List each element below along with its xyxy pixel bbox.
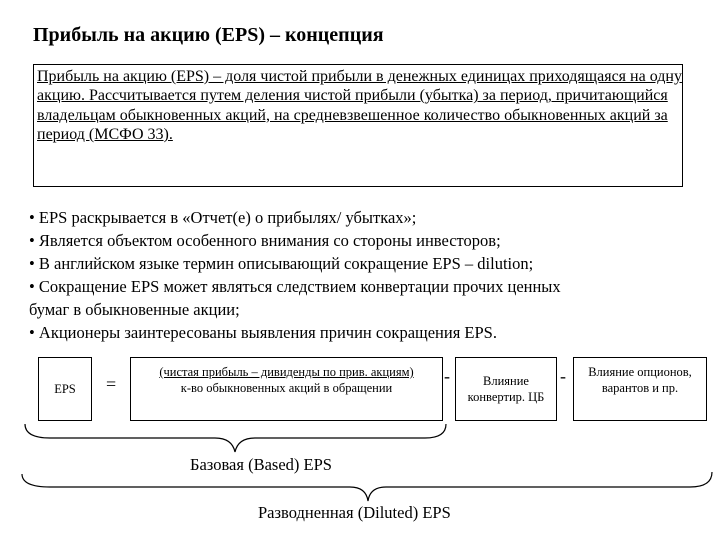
convertible-effect-text: Влияние конвертир. ЦБ — [467, 374, 545, 404]
diluted-brace — [22, 472, 712, 501]
minus-sign-2: - — [560, 366, 566, 386]
bullet-item: • EPS раскрывается в «Отчет(е) о прибылях/ убытках»; — [29, 208, 417, 227]
options-effect-text: Влияние опционов, варантов и пр. — [588, 365, 692, 395]
based-eps-label: Базовая (Based) EPS — [190, 455, 332, 474]
minus-sign-1: - — [444, 366, 450, 386]
formula-denominator: к-во обыкновенных акций в обращении — [180, 381, 393, 395]
bullet-item: • Акционеры заинтересованы выявления причин сокращения EPS. — [29, 323, 497, 342]
bullet-item: бумаг в обыкновенные акции; — [29, 300, 240, 319]
equals-sign: = — [106, 374, 117, 394]
based-brace — [25, 424, 446, 452]
diluted-eps-label: Разводненная (Diluted) EPS — [258, 503, 451, 522]
slide-title: Прибыль на акцию (EPS) – концепция — [33, 24, 384, 46]
definition-text: Прибыль на акцию (EPS) – доля чистой прибыли в денежных единицах приходящаяся на одну акцию. Рассчитывается путем деления чистой прибыли (убытка) за период, причитающийся владельцам обыкновенных акций, на средневзвешенное количество обыкновенных акций за период (МСФО 33). — [37, 68, 682, 143]
bullet-item: • Сокращение EPS может являться следствием конвертации прочих ценных — [29, 277, 561, 296]
eps-label: EPS — [54, 382, 76, 396]
formula-numerator: (чистая прибыль – дивиденды по прив. акциям) — [159, 365, 414, 379]
bullet-item: • В английском языке термин описывающий сокращение EPS – dilution; — [29, 254, 534, 273]
bullet-item: • Является объектом особенного внимания со стороны инвесторов; — [29, 231, 501, 250]
